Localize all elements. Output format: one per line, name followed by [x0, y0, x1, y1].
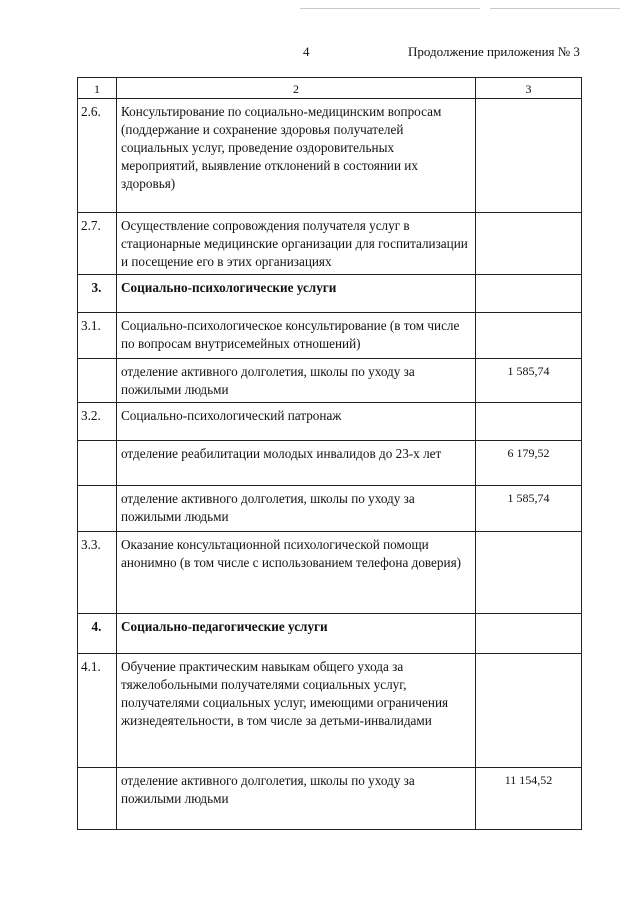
section-row [78, 275, 582, 313]
row-text: отделение активного долголетия, школы по уходу за пожилыми людьми [117, 486, 476, 532]
row-text: Консультирование по социально-медицинским вопросам (поддержание и сохранение здоровья получателей социальных услуг, проведение оздоровительных мероприятий, выявление отклонений в состоянии их здоровья) [117, 99, 476, 213]
row-number [78, 359, 117, 403]
row-text: Обучение практическим навыкам общего ухода за тяжелобольными получателями социальных услуг, получателями социальных услуг, имеющими ограничения жизнедеятельности, в том числе за детьми-инвалидами [117, 654, 476, 768]
scan-artifact-line [300, 8, 480, 9]
table-header-row [78, 78, 582, 99]
services-table [77, 77, 582, 830]
table-row [78, 532, 582, 614]
appendix-label: Продолжение приложения № 3 [408, 44, 580, 59]
row-text: Социально-психологическое консультирование (в том числе по вопросам внутрисемейных отношений) [117, 313, 476, 359]
row-number: 3.1. [78, 313, 117, 359]
section-title: Социально-педагогические услуги [117, 614, 476, 654]
page-number: 4 [303, 44, 310, 59]
row-value [476, 403, 582, 441]
table-row [78, 654, 582, 768]
row-number [78, 441, 117, 486]
row-text: Социально-психологический патронаж [117, 403, 476, 441]
row-value [476, 614, 582, 654]
table-row [78, 313, 582, 359]
table-row [78, 768, 582, 830]
table-row [78, 486, 582, 532]
row-text: отделение активного долголетия, школы по уходу за пожилыми людьми [117, 359, 476, 403]
section-row [78, 614, 582, 654]
table-row [78, 99, 582, 213]
row-value: 1 585,74 [476, 359, 582, 403]
column-header-2: 2 [117, 78, 476, 99]
table-row [78, 359, 582, 403]
section-number: 4. [78, 614, 117, 654]
row-value [476, 213, 582, 275]
column-header-3: 3 [476, 78, 582, 99]
row-number: 2.6. [78, 99, 117, 213]
row-number: 3.2. [78, 403, 117, 441]
section-title: Социально-психологические услуги [117, 275, 476, 313]
row-number [78, 768, 117, 830]
row-value [476, 99, 582, 213]
column-header-1: 1 [78, 78, 117, 99]
scan-artifact-line [490, 8, 620, 9]
row-value [476, 654, 582, 768]
table-row [78, 403, 582, 441]
section-number: 3. [78, 275, 117, 313]
row-text: отделение активного долголетия, школы по уходу за пожилыми людьми [117, 768, 476, 830]
row-number [78, 486, 117, 532]
row-value: 6 179,52 [476, 441, 582, 486]
table-row [78, 441, 582, 486]
row-value [476, 275, 582, 313]
row-value: 1 585,74 [476, 486, 582, 532]
table-row [78, 213, 582, 275]
row-number: 2.7. [78, 213, 117, 275]
row-number: 4.1. [78, 654, 117, 768]
row-text: отделение реабилитации молодых инвалидов до 23-х лет [117, 441, 476, 486]
row-text: Оказание консультационной психологической помощи анонимно (в том числе с использованием телефона доверия) [117, 532, 476, 614]
row-value: 11 154,52 [476, 768, 582, 830]
row-value [476, 532, 582, 614]
row-number: 3.3. [78, 532, 117, 614]
row-text: Осуществление сопровождения получателя услуг в стационарные медицинские организации для госпитализации и посещение его в этих организациях [117, 213, 476, 275]
row-value [476, 313, 582, 359]
